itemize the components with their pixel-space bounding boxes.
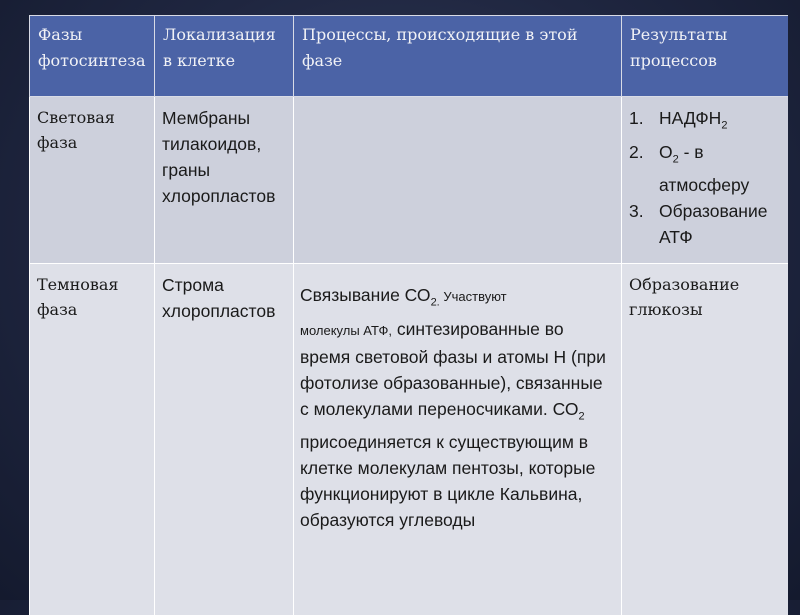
photosynthesis-table [29, 15, 788, 615]
cell-light-phase-process [294, 97, 622, 264]
process-part-4: синтезированные во время световой фазы и атомы Н (при фотолизе образованные), связанные с молекулами переносчиками. СО [300, 319, 606, 419]
header-processes: Процессы, происходящие в этой фазе [294, 16, 622, 97]
header-results: Результаты процессов [622, 16, 789, 97]
process-part-2: Участвуют [440, 289, 507, 304]
list-number: 1. [629, 105, 644, 131]
list-item [629, 139, 782, 199]
header-location: Локализация в клетке [155, 16, 294, 97]
cell-light-phase-location [155, 97, 294, 264]
result-text: O [659, 142, 673, 162]
cell-dark-phase-name [30, 264, 155, 615]
dark-phase-result-text: Образование глюкозы [629, 275, 739, 319]
light-phase-location-text: Мембраны тилакоидов, граны хлоропластов [162, 108, 275, 206]
cell-dark-phase-result [622, 264, 789, 615]
process-part-5: присоединяется к существующим в клетке молекулам пентозы, которые функционируют в цикле Кальвина, образуются углеводы [300, 432, 595, 530]
light-phase-label: Световая фаза [37, 108, 115, 152]
result-subscript: 2 [673, 153, 679, 165]
process-part-3: молекулы АТФ, [300, 323, 392, 338]
list-item [629, 105, 782, 139]
result-text: НАДФН [659, 108, 721, 128]
cell-light-phase-results [622, 97, 789, 264]
result-rest: - в атмосферу [659, 142, 749, 196]
table-row-light-phase [30, 97, 789, 264]
process-part-1: Связывание СО [300, 285, 431, 305]
process-subscript-1: 2. [431, 297, 440, 309]
list-number: 3. [629, 198, 644, 224]
result-subscript: 2 [721, 120, 727, 132]
light-phase-results-list [629, 105, 782, 258]
list-number: 2. [629, 139, 644, 165]
dark-phase-label: Темновая фаза [37, 275, 119, 319]
cell-dark-phase-location [155, 264, 294, 615]
header-row [30, 16, 789, 97]
photosynthesis-table-container [29, 15, 788, 615]
dark-phase-location-text: Строма хлоропластов [162, 275, 275, 321]
process-subscript-2: 2 [578, 410, 584, 422]
table-row-dark-phase [30, 264, 789, 615]
cell-light-phase-name [30, 97, 155, 264]
header-phases: Фазы фотосинтеза [30, 16, 155, 97]
cell-dark-phase-process [294, 264, 622, 615]
list-item [629, 198, 782, 258]
result-text: Образование АТФ [659, 201, 767, 247]
